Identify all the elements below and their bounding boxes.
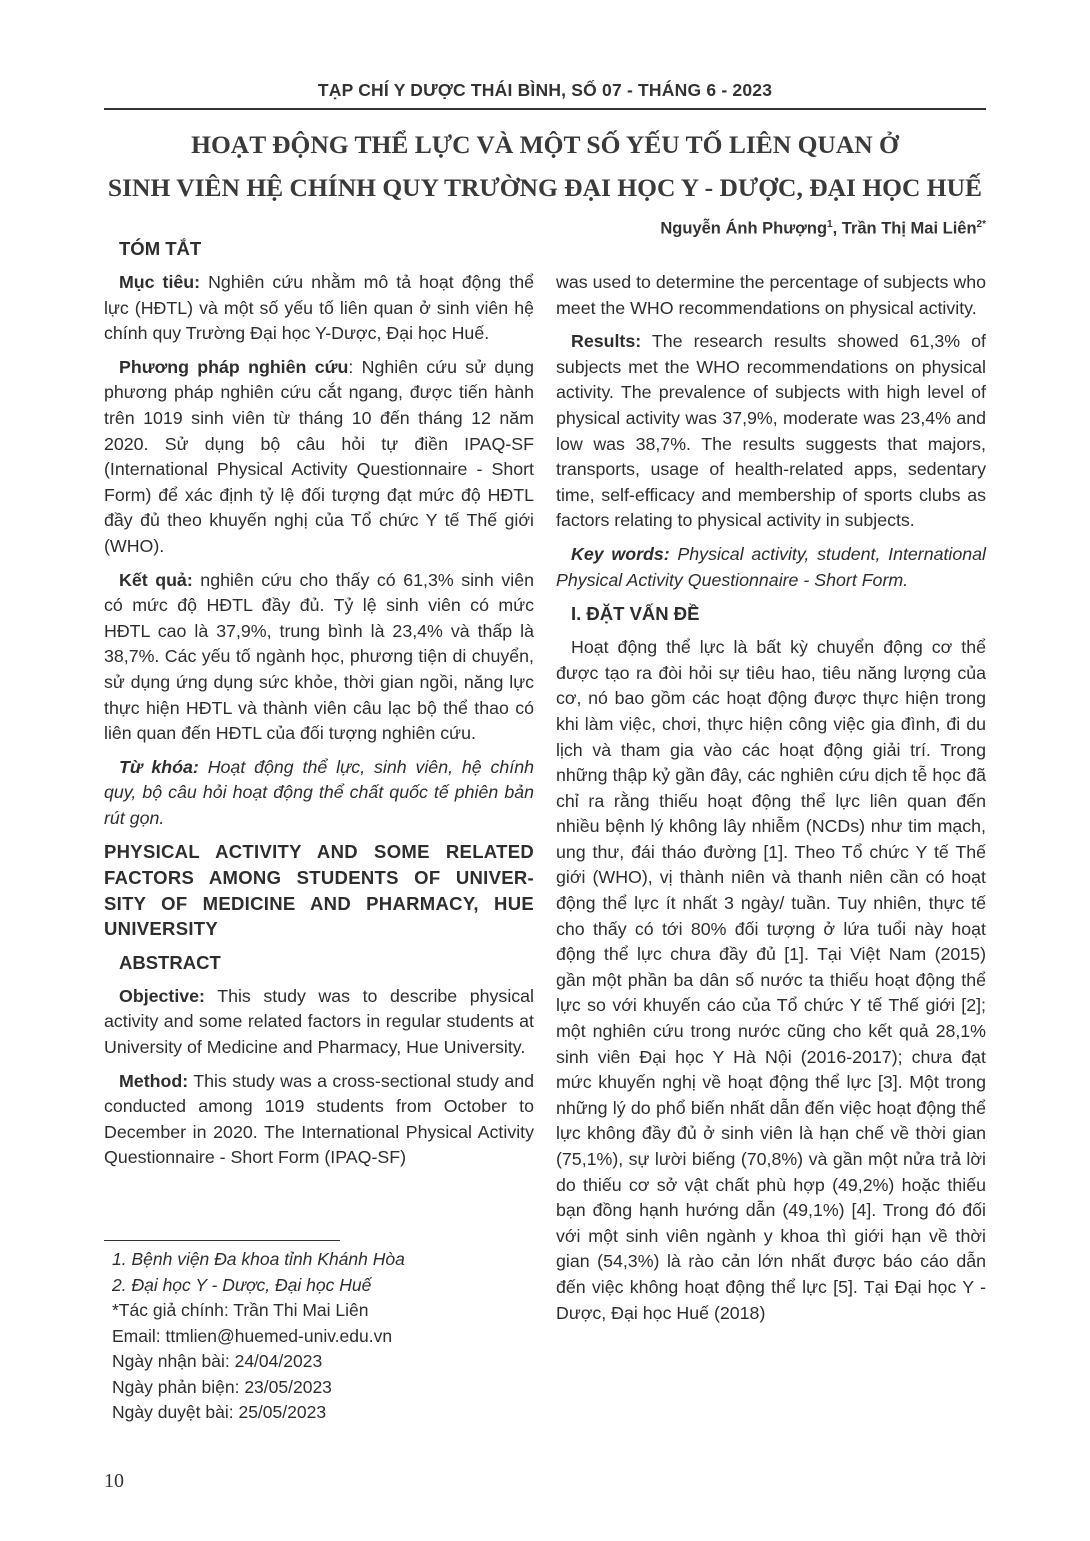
vi-objective-label: Mục tiêu: — [119, 272, 201, 292]
en-results-label: Results: — [571, 331, 642, 352]
vi-keywords-text: Hoạt động thể lực, sinh viên, hệ chính quy, bộ câu hỏi hoạt động thể chất quốc tế phiên bản rút gọn. — [104, 756, 534, 828]
en-method-label: Method: — [119, 1070, 189, 1091]
vi-keywords — [104, 755, 534, 832]
date-reviewed: Ngày phản biện: 23/05/2023 — [112, 1376, 332, 1397]
vi-method-text: : Nghiên cứu sử dụng phương pháp nghiên cứu cắt ngang, được tiến hành trên 1019 sinh viên từ tháng 10 đến tháng 12 năm 2020. Sử dụng bộ câu hỏi tự điền IPAQ-SF (International Physical Activity Questionnaire - Short Form) để xác định tỷ lệ đối tượng đạt mức độ HĐTL đầy đủ theo khuyến nghị của Tổ chức Y tế Thế giới (WHO). — [104, 356, 534, 556]
article-title-line-2: SINH VIÊN HỆ CHÍNH QUY TRƯỜNG ĐẠI HỌC Y - DƯỢC, ĐẠI HỌC HUẾ — [107, 173, 983, 202]
en-method — [104, 1069, 534, 1171]
author-1-affiliation: 1 — [827, 219, 833, 230]
header-rule — [104, 108, 986, 110]
author-2: Trần Thị Mai Liên — [841, 219, 977, 238]
article-title-line-1: HOẠT ĐỘNG THỂ LỰC VÀ MỘT SỐ YẾU TỐ LIÊN QUAN Ở — [191, 130, 899, 159]
en-keywords-label: Key words: — [571, 543, 670, 564]
date-received: Ngày nhận bài: 24/04/2023 — [112, 1351, 323, 1371]
en-abstract-heading: ABSTRACT — [119, 951, 221, 973]
vi-keywords-label: Từ khóa: — [119, 756, 199, 777]
page-number: 10 — [104, 1470, 124, 1492]
author-2-affiliation: 2* — [976, 219, 986, 230]
en-results — [556, 329, 986, 534]
author-1: Nguyễn Ánh Phượng — [660, 219, 828, 238]
authors — [660, 219, 986, 239]
en-objective-text: This study was to describe physical activity and some related factors in regular students at University of Medicine and Pharmacy, Hue University. — [104, 985, 534, 1058]
en-method-continued: was used to determine the percentage of subjects who meet the WHO recommendations on physical activity. — [556, 272, 986, 318]
corresponding-author: *Tác giả chính: Trần Thi Mai Liên — [112, 1300, 369, 1320]
vi-abstract-heading: TÓM TẮT — [119, 238, 202, 259]
en-keywords — [556, 542, 986, 593]
affiliation-1: 1. Bệnh viện Đa khoa tỉnh Khánh Hòa — [112, 1249, 405, 1269]
en-results-text: The research results showed 61,3% of subjects met the WHO recommendations on physical activity. The prevalence of subjects with high level of physical activity was 37,9%, moderate was 23,4% and low was 38,7%. The results suggests that majors, transports, usage of health-related apps, sedentary time, self-efficacy and membership of sports clubs as factors relating to physical activity in subjects. — [556, 331, 986, 531]
right-column — [556, 270, 986, 1334]
email: Email: ttmlien@huemed-univ.edu.vn — [112, 1325, 393, 1346]
section-1-paragraph: Hoạt động thể lực là bất kỳ chuyển động cơ thể được tạo ra đòi hỏi sự tiêu hao, tiêu năng lượng của cơ, nó bao gồm các hoạt động được thực hiện trong khi làm việc, chơi, thực hiện công việc gia đình, đi du lịch và tham gia vào các hoạt động giải trí. Trong những thập kỷ gần đây, các nghiên cứu dịch tễ học đã chỉ ra rằng thiếu hoạt động thể lực liên quan đến nhiều bệnh lý không lây nhiễm (NCDs) như tim mạch, ung thư, đái tháo đường [1]. Theo Tổ chức Y tế Thế giới (WHO), vị thành niên và thanh niên cần có hoạt động thể lực ít nhất 3 ngày/ tuần. Tuy nhiên, thực tế cho thấy có tới 80% đối tượng ở lứa tuổi này hoạt động thể lực chưa đầy đủ [1]. Tại Việt Nam (2015) gần một phần ba dân số nước ta thiếu hoạt động thể lực so với khuyến cáo của Tổ chức Y tế Thế giới [2]; một nghiên cứu trong nước cũng cho kết quả 28,1% sinh viên Đại học Y Hà Nội (2016-2017); chưa đạt mức khuyến nghị về hoạt động thể lực [3]. Một trong những lý do phổ biến nhất dẫn đến việc hoạt động thể lực không đầy đủ ở sinh viên là hạn chế về thời gian (75,1%), sự lười biếng (70,8%) và gần một nửa trả lời do thiếu cơ sở vật chất phù hợp (49,2%) hoặc thiếu bạn đồng hạnh hướng dẫn (49,1%) [4]. Trong đó đối với một sinh viên ngành y khoa thì giới hạn về thời gian (54,3%) là rào cản lớn nhất được báo cáo dẫn đến việc không hoạt động thể lực [5]. Tại Đại học Y -Dược, Đại học Huế (2018) — [556, 637, 986, 1323]
en-objective — [104, 984, 534, 1061]
vi-objective-text: Nghiên cứu nhằm mô tả hoạt động thể lực (HĐTL) và một số yếu tố liên quan ở sinh viên hệ chính quy Trường Đại học Y-Dược, Đại học Huế. — [104, 272, 534, 344]
journal-header: TẠP CHÍ Y DƯỢC THÁI BÌNH, SỐ 07 - THÁNG 6 - 2023 — [317, 80, 773, 100]
affiliation-2: 2. Đại học Y - Dược, Đại học Huế — [112, 1274, 372, 1295]
section-1-heading: I. ĐẶT VẤN ĐỀ — [571, 603, 700, 625]
vi-results-text: nghiên cứu cho thấy có 61,3% sinh viên có mức độ HĐTL đầy đủ. Tỷ lệ sinh viên có mức HĐTL cao là 37,9%, trung bình là 23,4% và thấp là 38,7%. Các yếu tố ngành học, phương tiện di chuyển, sử dụng ứng dụng sức khỏe, thời gian ngồi, năng lực thực hiện HĐTL và thành viên câu lạc bộ thể thao có liên quan đến HĐTL của đối tượng nghiên cứu. — [104, 569, 534, 744]
vi-objective — [104, 270, 534, 347]
en-method-text-1: This study was a cross-sectional study and conducted among 1019 students from October to December in 2020. The International Physical Activity Questionnaire - Short Form (IPAQ-SF) — [104, 1070, 534, 1168]
en-objective-label: Objective: — [119, 985, 205, 1006]
vi-method — [104, 355, 534, 560]
author-separator: , — [832, 219, 842, 238]
en-keywords-text: Physical activity, student, International Physical Activity Questionnaire - Short Form. — [556, 543, 987, 590]
vi-results-label: Kết quả: — [119, 569, 193, 590]
footnote-rule — [104, 1240, 340, 1241]
left-column — [104, 236, 534, 1179]
vi-method-label: Phương pháp nghiên cứu — [119, 356, 349, 377]
footnotes — [112, 1247, 532, 1426]
english-title: PHYSICAL ACTIVITY AND SOME RELATED FACTORS AMONG STUDENTS OF UNIVER-SITY OF MEDICINE AND PHARMACY, HUE UNIVERSITY — [104, 841, 534, 940]
date-accepted: Ngày duyệt bài: 25/05/2023 — [112, 1402, 327, 1422]
vi-results — [104, 568, 534, 747]
